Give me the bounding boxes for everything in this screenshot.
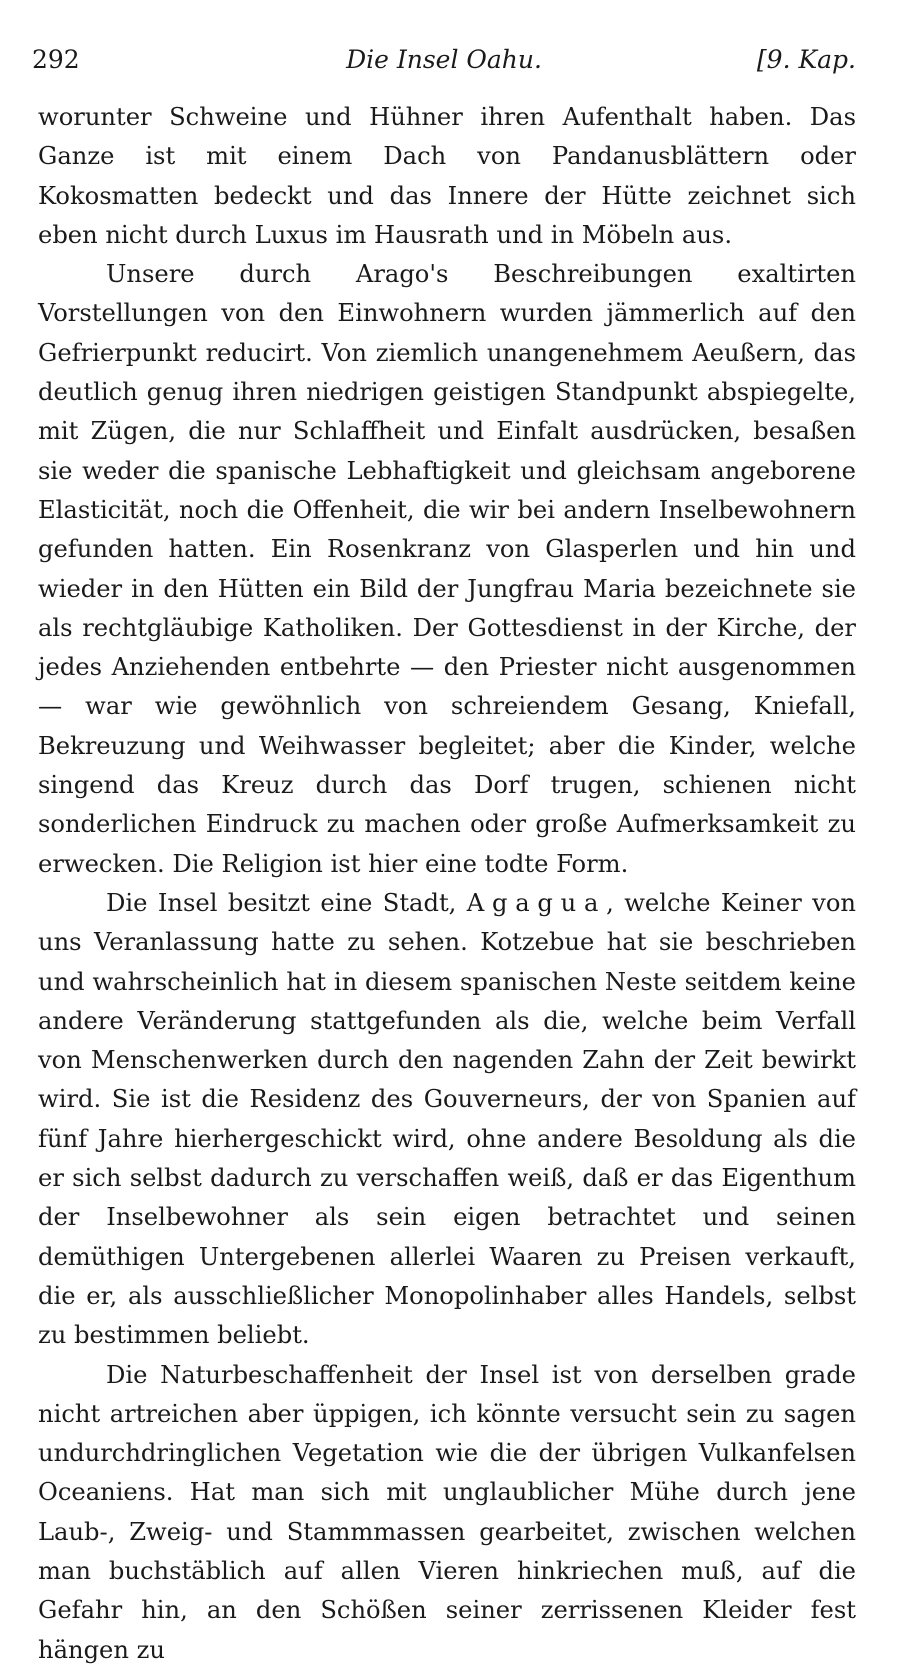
paragraph-2: Unsere durch Arago's Beschreibungen exaltirten Vorstellungen von den Einwohnern wurden jämmerlich auf den Gefrierpunkt reducirt. Von ziemlich unangenehmem Aeußern, das deutlich genug ihren niedrigen geistigen Standpunkt abspiegelte, mit Zügen, die nur Schlaffheit und Einfalt ausdrücken, besaßen sie weder die spanische Lebhaftigkeit und gleichsam angeborene Elasticität, noch die Offenheit, die wir bei andern Inselbewohnern gefunden hatten. Ein Rosenkranz von Glasperlen und hin und wieder in den Hütten ein Bild der Jungfrau Maria bezeichnete sie als rechtgläubige Katholiken. Der Gottesdienst in der Kirche, der jedes Anziehenden entbehrte — den Priester nicht ausgenommen — war wie gewöhnlich von schreiendem Gesang, Kniefall, Bekreuzung und Weihwasser begleitet; aber die Kinder, welche singend das Kreuz durch das Dorf trugen, schienen nicht sonderlichen Eindruck zu machen oder große Aufmerksamkeit zu erwecken. Die Religion ist hier eine todte Form. [38,260,856,878]
paragraph-4: Die Naturbeschaffenheit der Insel ist von derselben grade nicht artreichen aber üppigen, ich könnte versucht sein zu sagen undurchdringlichen Vegetation wie die der übrigen Vulkanfelsen Oceaniens. Hat man sich mit unglaublicher Mühe durch jene Laub-, Zweig- und Stammmassen gearbeitet, zwischen welchen man buchstäblich auf allen Vieren hinkriechen muß, auf die Gefahr hin, an den Schößen seiner zerrissenen Kleider fest hängen zu [38,1360,856,1664]
paragraph-1: worunter Schweine und Hühner ihren Aufenthalt haben. Das Ganze ist mit einem Dach von Pandanusblättern oder Kokosmatten bedeckt und das Innere der Hütte zeichnet sich eben nicht durch Luxus im Hausrath und in Möbeln aus. [38,103,856,249]
page-body [38,98,856,1670]
place-name-agagua: Agagua [466,888,607,917]
paragraph-3 [38,884,856,1356]
paragraph-3-rest: , welche Keiner von uns Veranlassung hatte zu sehen. Kotzebue hat sie beschrieben und wahrscheinlich hat in diesem spanischen Neste seitdem keine andere Veränderung stattgefunden als die, welche beim Verfall von Menschenwerken durch den nagenden Zahn der Zeit bewirkt wird. Sie ist die Residenz des Gouverneurs, der von Spanien auf fünf Jahre hierhergeschickt wird, ohne andere Besoldung als die er sich selbst dadurch zu verschaffen weiß, daß er das Eigenthum der Inselbewohner als sein eigen betrachtet und seinen demüthigen Untergebenen allerlei Waaren zu Preisen verkauft, die er, als ausschließlicher Monopolinhaber alles Handels, selbst zu bestimmen beliebt. [38,888,856,1350]
running-title: Die Insel Oahu. [346,45,542,74]
page-header [32,40,856,80]
paragraph-3-lead: Die Insel besitzt eine Stadt, [106,888,457,917]
page-number: 292 [32,45,80,74]
chapter-reference: [9. Kap. [756,45,856,74]
